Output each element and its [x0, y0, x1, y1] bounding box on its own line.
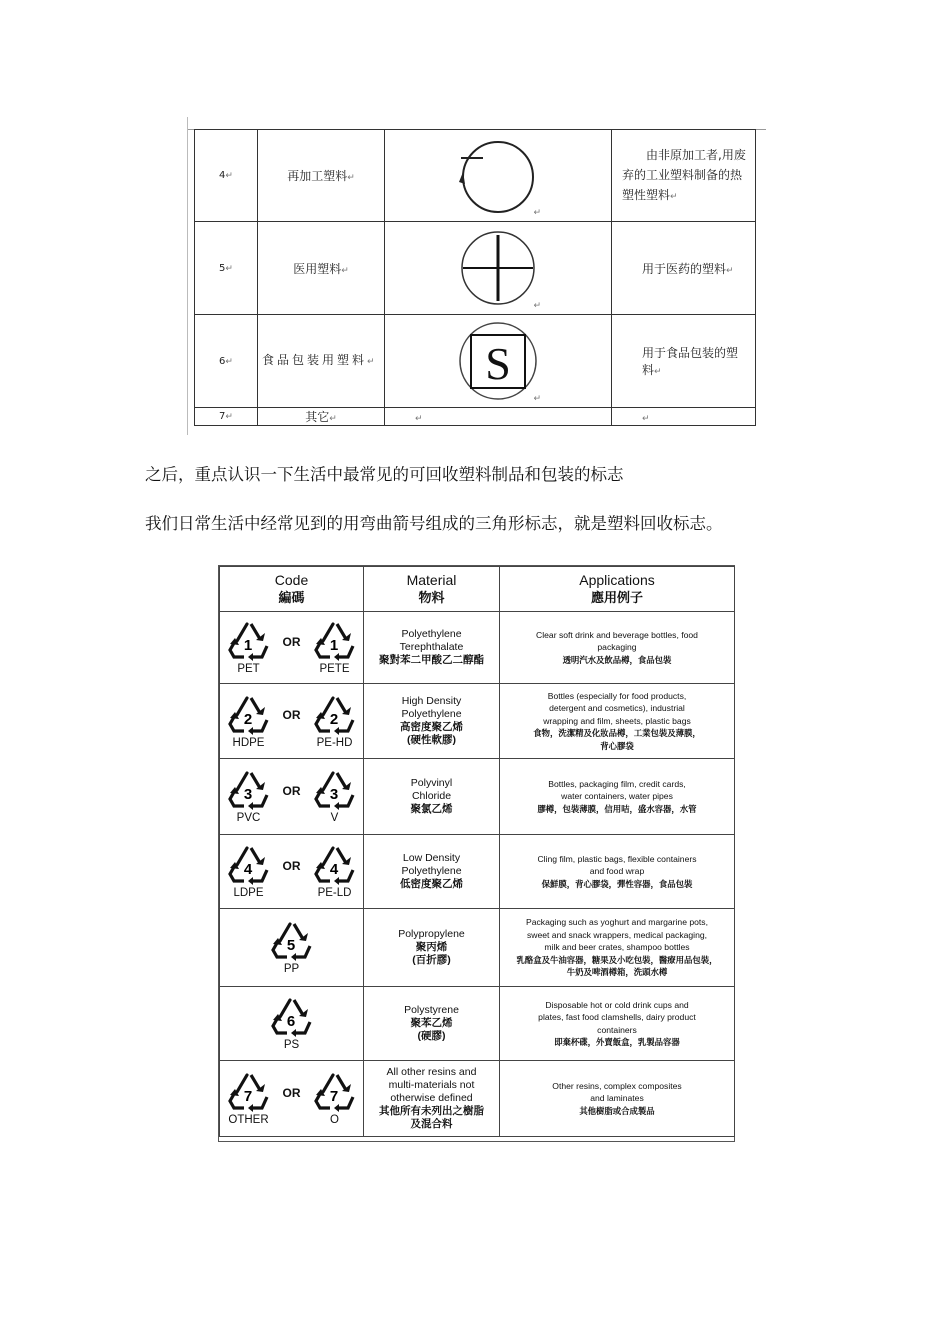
- row-symbol: ↵: [385, 130, 612, 222]
- table-row: [220, 909, 735, 987]
- recycle-triangle-icon: [227, 1071, 271, 1113]
- recycle-triangle-icon: [227, 620, 271, 662]
- recycle-triangle-icon: [270, 996, 314, 1038]
- material-cell: Polyvinyl Chloride 聚氯乙烯: [364, 759, 500, 835]
- table-row: [220, 759, 735, 835]
- recycle-triangle-icon: [227, 694, 271, 736]
- header-code: Code 編碼: [220, 567, 364, 612]
- row-description: 用于食品包装的塑料↵: [612, 315, 756, 408]
- row-name: 再加工塑料↵: [258, 130, 385, 222]
- row-name: 食品包装用塑料↵: [258, 315, 385, 408]
- svg-text:S: S: [485, 338, 511, 389]
- recycle-triangle-icon: [313, 694, 357, 736]
- table-header-row: [220, 567, 735, 612]
- recycle-triangle-icon: [227, 769, 271, 811]
- row-description: ↵: [612, 408, 756, 426]
- material-cell: Polyethylene Terephthalate 聚對苯二甲酸乙二醇酯: [364, 612, 500, 684]
- code-cell: 1 PET OR 1 PETE: [220, 612, 364, 684]
- material-cell: Low Density Polyethylene 低密度聚乙烯: [364, 835, 500, 909]
- row-description: 由非原加工者,用废弃的工业塑料制备的热塑性塑料↵: [612, 130, 756, 222]
- row-number: 4↵: [195, 130, 258, 222]
- row-number: 5↵: [195, 222, 258, 315]
- code-cell: 7 OTHER OR 7 O: [220, 1061, 364, 1137]
- recycle-triangle-icon: [313, 620, 357, 662]
- table-row: [220, 987, 735, 1061]
- row-symbol: ↵: [385, 222, 612, 315]
- recycle-triangle-icon: [227, 844, 271, 886]
- table-row: [220, 612, 735, 684]
- recycle-triangle-icon: [270, 920, 314, 962]
- svg-text:2: 2: [329, 710, 338, 728]
- code-cell: 5 PP: [220, 909, 364, 987]
- row-symbol: S ↵: [385, 315, 612, 408]
- row-description: 用于医药的塑料↵: [612, 222, 756, 315]
- table-row: [220, 1061, 735, 1137]
- table-row: [195, 315, 756, 408]
- material-cell: Polystyrene 聚苯乙烯 (硬膠): [364, 987, 500, 1061]
- s-box-circle-icon: [443, 319, 553, 403]
- circle-arrow-icon: [443, 136, 553, 216]
- applications-cell: Bottles (especially for food products, detergent and cosmetics), industrial wrapping and film, sheets, plastic bags 食物，洗潔精及化妝品樽，工業包裝及薄膜， 背心膠袋: [500, 684, 735, 759]
- applications-cell: Clear soft drink and beverage bottles, food packaging 透明汽水及飲品樽，食品包裝: [500, 612, 735, 684]
- table-row: [220, 684, 735, 759]
- recycle-triangle-icon: [313, 1071, 357, 1113]
- recycle-triangle-icon: [313, 844, 357, 886]
- cross-circle-icon: [443, 228, 553, 308]
- row-name: 其它↵: [258, 408, 385, 426]
- row-number: 6↵: [195, 315, 258, 408]
- row-symbol: ↵: [385, 408, 612, 426]
- svg-text:4: 4: [243, 861, 252, 878]
- svg-text:7: 7: [243, 1088, 252, 1105]
- material-cell: Polypropylene 聚丙烯 (百折膠): [364, 909, 500, 987]
- code-cell: 3 PVC OR 3 V: [220, 759, 364, 835]
- plastic-symbol-table: [194, 129, 756, 426]
- svg-text:6: 6: [286, 1013, 295, 1030]
- applications-cell: Other resins, complex composites and laminates 其他樹脂或合成製品: [500, 1061, 735, 1137]
- paragraph-intro: 之后，重点认识一下生活中最常见的可回收塑料制品和包装的标志: [145, 465, 624, 484]
- svg-text:2: 2: [243, 710, 252, 728]
- svg-text:3: 3: [243, 786, 252, 803]
- material-cell: All other resins and multi-materials not otherwise defined 其他所有未列出之樹脂 及混合料: [364, 1061, 500, 1137]
- row-number: 7↵: [195, 408, 258, 426]
- code-cell: 6 PS: [220, 987, 364, 1061]
- svg-text:1: 1: [243, 637, 252, 654]
- header-applications: Applications 應用例子: [500, 567, 735, 612]
- recycling-codes-table: [219, 566, 735, 1137]
- recycling-codes-table-image: [218, 565, 735, 1142]
- svg-text:7: 7: [329, 1088, 338, 1105]
- applications-cell: Disposable hot or cold drink cups and plates, fast food clamshells, dairy product containers 即棄杯碟，外賣飯盒，乳製品容器: [500, 987, 735, 1061]
- material-cell: High Density Polyethylene 高密度聚乙烯 (硬性軟膠): [364, 684, 500, 759]
- row-name: 医用塑料↵: [258, 222, 385, 315]
- table-row: [195, 130, 756, 222]
- svg-text:4: 4: [329, 861, 338, 878]
- applications-cell: Packaging such as yoghurt and margarine pots, sweet and snack wrappers, medical packaging, milk and beer crates, shampoo bottles 乳酪盒及牛油容器，糖果及小吃包裝，醫療用品包裝， 牛奶及啤酒樽箱，洗頭水樽: [500, 909, 735, 987]
- applications-cell: Bottles, packaging film, credit cards, water containers, water pipes 膠樽，包裝薄膜，信用咭，盛水容器，水管: [500, 759, 735, 835]
- svg-text:5: 5: [286, 937, 295, 954]
- table-row: [195, 408, 756, 426]
- code-cell: 4 LDPE OR 4 PE-LD: [220, 835, 364, 909]
- plastic-symbol-table-image: [187, 117, 766, 435]
- applications-cell: Cling film, plastic bags, flexible containers and food wrap 保鮮膜，背心膠袋，彈性容器，食品包裝: [500, 835, 735, 909]
- table-row: [220, 835, 735, 909]
- table-row: [195, 222, 756, 315]
- header-material: Material 物料: [364, 567, 500, 612]
- svg-text:3: 3: [329, 786, 338, 803]
- code-cell: 2 HDPE OR 2 PE-HD: [220, 684, 364, 759]
- svg-text:1: 1: [329, 637, 338, 654]
- paragraph-recycle-symbol: 我们日常生活中经常见到的用弯曲箭号组成的三角形标志，就是塑料回收标志。: [145, 514, 723, 533]
- recycle-triangle-icon: [313, 769, 357, 811]
